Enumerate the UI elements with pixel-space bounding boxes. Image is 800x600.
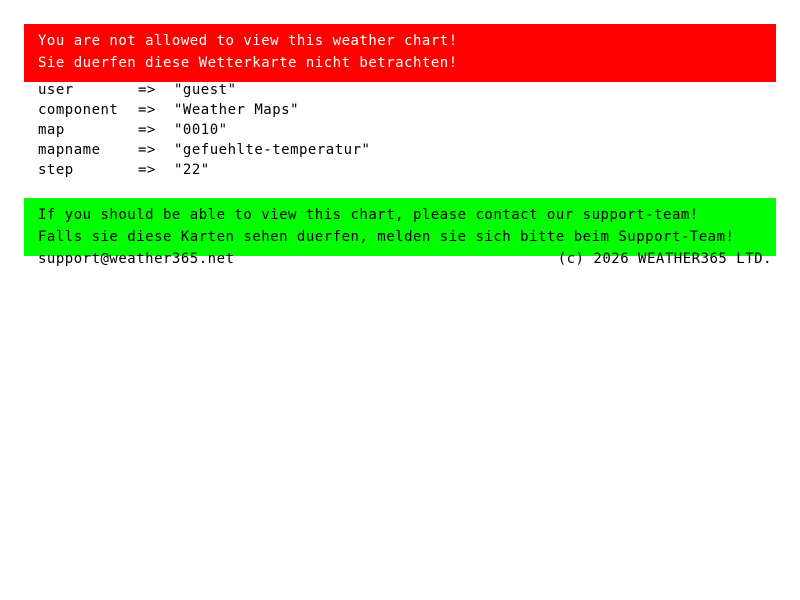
- support-banner-line-en: If you should be able to view this chart, please contact our support-team!: [38, 207, 699, 223]
- table-row: [38, 80, 370, 100]
- table-row: [38, 140, 370, 160]
- error-banner-line-en: You are not allowed to view this weather chart!: [38, 33, 458, 49]
- param-arrow: =>: [138, 122, 156, 138]
- param-value: "Weather Maps": [174, 102, 300, 118]
- param-key: mapname: [38, 142, 101, 158]
- parameter-table: [38, 80, 370, 180]
- copyright-text: (c) 2026 WEATHER365 LTD.: [557, 251, 772, 267]
- parameter-list: [38, 80, 370, 180]
- param-value: "22": [174, 162, 210, 178]
- table-row: [38, 160, 370, 180]
- param-arrow: =>: [138, 162, 156, 178]
- table-row: [38, 100, 370, 120]
- support-banner-line-de: Falls sie diese Karten sehen duerfen, melden sie sich bitte beim Support-Team!: [38, 229, 735, 245]
- param-key: step: [38, 162, 74, 178]
- param-value: "0010": [174, 122, 228, 138]
- param-arrow: =>: [138, 102, 156, 118]
- footer: [38, 249, 772, 269]
- error-banner: [24, 24, 776, 82]
- param-value: "gefuehlte-temperatur": [174, 142, 371, 158]
- param-key: user: [38, 82, 74, 98]
- param-key: map: [38, 122, 65, 138]
- param-value: "guest": [174, 82, 237, 98]
- param-arrow: =>: [138, 82, 156, 98]
- support-banner: [24, 198, 776, 256]
- param-key: component: [38, 102, 119, 118]
- table-row: [38, 120, 370, 140]
- support-email-link[interactable]: support@weather365.net: [38, 251, 235, 267]
- error-banner-line-de: Sie duerfen diese Wetterkarte nicht betrachten!: [38, 55, 458, 71]
- param-arrow: =>: [138, 142, 156, 158]
